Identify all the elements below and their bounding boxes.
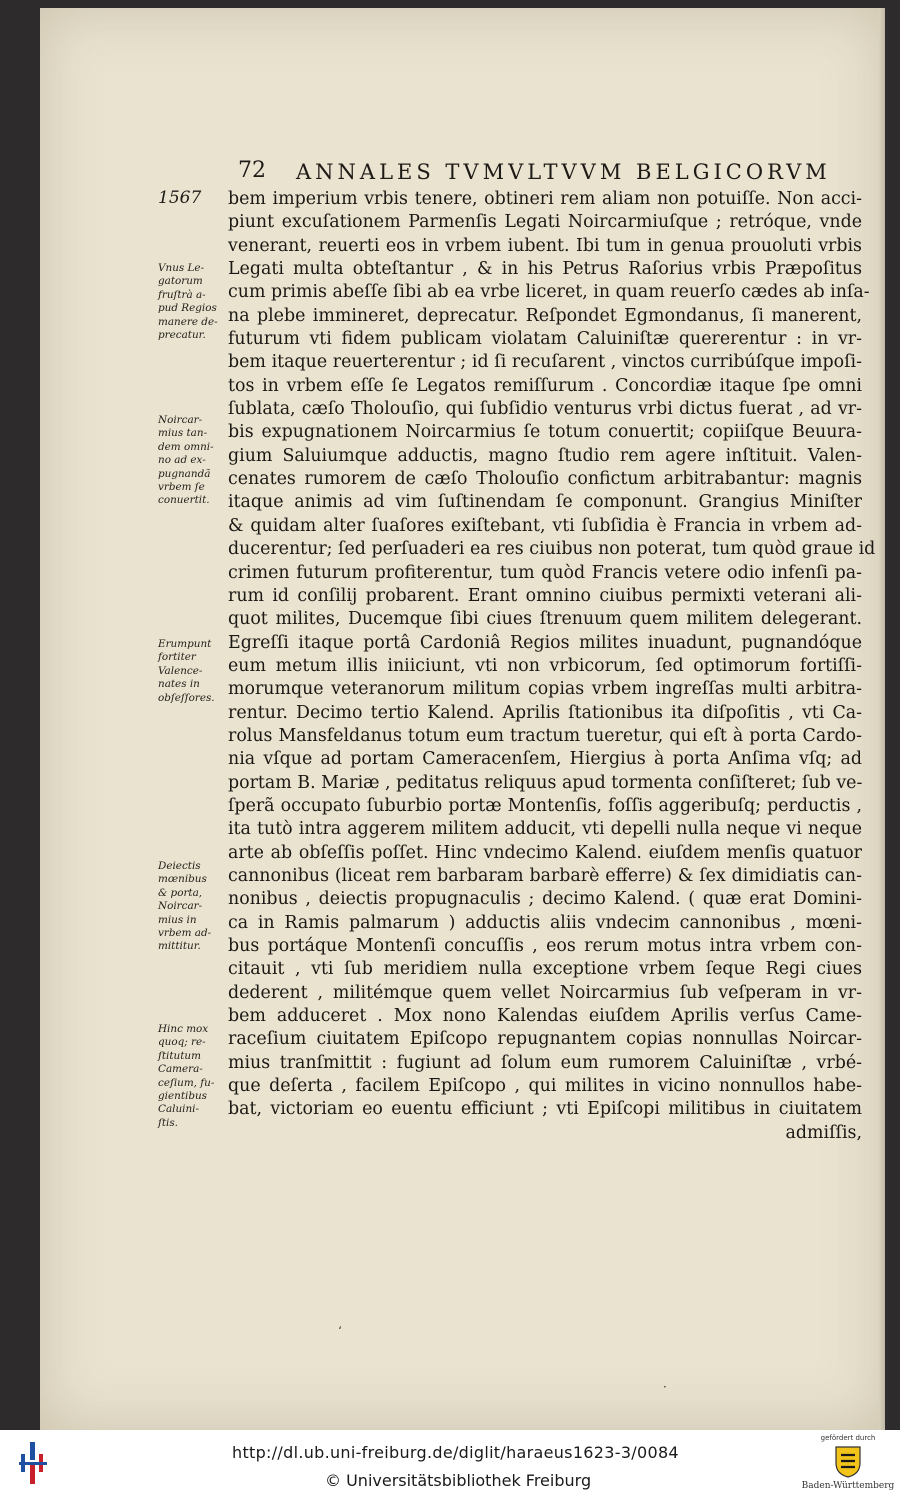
sponsor-label: gefördert durch [820, 1434, 876, 1442]
body-text [228, 188, 876, 1145]
text-line: ita tutò intra aggerem militem adducit, vti depelli nulla neque vi neque [228, 819, 862, 840]
text-line: cum primis abeſſe ſibi ab ea vrbe liceret, in quam reuerſo cædes ab inſa- [228, 282, 870, 303]
marginal-note-line: ſtitutum [158, 1049, 201, 1062]
marginal-note-line: pud Regios [158, 302, 217, 315]
marginal-note-line: Caluini- [158, 1103, 200, 1116]
viewer-footer [0, 1430, 900, 1496]
text-line: portam B. Mariæ , peditatus reliquus apud tormenta conſiſteret; ſub ve- [228, 772, 863, 793]
marginal-note-line: mius tan- [158, 427, 208, 440]
text-line: venerant, reuerti eos in vrbem iubent. Ibi tum in genua prouoluti vrbis [228, 235, 862, 256]
marginal-note-line: Vnus Le- [158, 262, 205, 274]
marginal-note-line: manere de- [158, 315, 218, 328]
marginal-note-line: vrbem ad- [158, 927, 212, 940]
marginal-note-line: nates in [158, 678, 200, 691]
marginal-note-line: Camera- [158, 1063, 203, 1076]
text-line: futurum vti fidem publicam violatam Caluiniſtæ quererentur : in vr- [228, 329, 862, 350]
text-line: mius tranſmittit : fugiunt ad ſolum eum rumorem Caluiniſtæ , vrbé- [228, 1052, 862, 1073]
marginal-note-line: precatur. [158, 329, 206, 342]
text-line: admiſſis, [785, 1122, 862, 1143]
marginal-note-line: Erumpunt [158, 638, 212, 650]
text-line: rentur. Decimo tertio Kalend. Aprilis ſtationibus ita diſpoſitis , vti Ca- [228, 702, 862, 723]
text-line: nonibus , deiectis propugnaculis ; decimo Kalend. ( quæ erat Domini- [228, 889, 862, 910]
text-line: bat, victoriam eo euentu efficiunt ; vti Epiſcopi militibus in ciuitatem [228, 1099, 862, 1120]
text-line: itaque animis ad vim ſuſtinendam ſe componunt. Grangius Miniſter [228, 492, 862, 513]
marginal-note-line: Noircar- [158, 900, 203, 913]
text-line: bus portáque Montenſi concuſſis , eos rerum motus intra vrbem con- [228, 936, 862, 956]
marginal-note-line: Hinc mox [158, 1023, 209, 1035]
marginal-note-line: mœnibus [158, 873, 207, 886]
text-line: ca in Ramis palmarum ) adductis aliis vndecim cannonibus , mœni- [228, 912, 862, 933]
text-line: que deſerta , facilem Epiſcopo , qui milites in vicino nonnullos habe- [228, 1076, 862, 1097]
text-line: morumque veteranorum militum copias vrbem ingreſſas multi arbitra- [228, 679, 862, 700]
marginal-note-line: vrbem ſe [158, 481, 205, 494]
sponsor-name: Baden-Württemberg [801, 1481, 895, 1491]
text-line: tos in vrbem eſſe ſe Legatos remiſſurum . Concordiæ itaque ſpe omni [228, 375, 862, 396]
marginal-note [158, 262, 234, 342]
text-line: raceſium ciuitatem Epiſcopo repugnantem copias nonnullas Noircar- [228, 1029, 862, 1050]
text-line: Legati multa obteſtantur , & in his Petrus Raſorius vrbis Præpoſitus [228, 259, 862, 280]
marginal-note-line: no ad ex- [158, 454, 206, 467]
text-line: rolus Mansfeldanus totum eum tractum tueretur, qui eſt à porta Cardo- [228, 725, 862, 746]
text-line: rum id conſilij probarent. Erant omnino ciuibus permixti veterani ali- [228, 585, 862, 606]
marginal-note-line: ceſium, fu- [158, 1076, 215, 1089]
marginal-note-line: fortiter [158, 651, 196, 664]
marginal-note [158, 1023, 234, 1130]
text-line: piunt excuſationem Parmenſis Legati Noircarmiuſque ; retróque, vnde [228, 212, 862, 233]
text-line: & quidam alter ſuaſores exiſtebant, vti ſubſidia è Francia in vrbem ad- [228, 515, 862, 536]
marginal-note-line: mius in [158, 913, 197, 926]
text-line: nia vſque ad portam Cameracenſem, Hiergius à porta Anſima vſq; ad [228, 749, 862, 770]
text-line: ſperã occupato ſuburbio portæ Montenſis, foſſis aggeribuſq; perductis , [228, 795, 862, 816]
permalink-url[interactable]: http://dl.ub.uni-freiburg.de/diglit/haraeus1623-3/0084 [232, 1443, 679, 1462]
text-line: bis expugnationem Noircarmius ſe totum conuertit; copiiſque Beuura- [228, 422, 862, 443]
marginal-note [158, 860, 234, 954]
marginal-note-line: gatorum [158, 275, 203, 288]
text-line: dederent , militémque quem vellet Noircarmius ſub veſperam in vr- [228, 982, 862, 1003]
text-line: ſublata, cæſo Tholouſio, qui ſubſidio venturus vrbi dictus fuerat , ad vr- [228, 399, 862, 420]
marginal-note-line: conuertit. [158, 494, 210, 507]
marginal-note-line: Noircar- [158, 414, 203, 426]
text-line: eum metum illis iniiciunt, vti non vrbicorum, ſed optimorum fortiſſi- [228, 655, 862, 676]
text-line: Egreſſi itaque portâ Cardoniâ Regios milites inuadunt, pugnandóque [228, 632, 862, 653]
text-line: arte ab obſeſſis poſſet. Hinc vndecimo Kalend. eiuſdem menſis quatuor [228, 842, 862, 863]
text-line: ducerentur; ſed perſuaderi ea res ciuibus non poterat, tum quòd graue id [228, 539, 876, 560]
text-line: cenates rumorem de cæſo Tholouſio confictum arbitrabantur: magnis [228, 469, 862, 490]
ink-speck: · [663, 1380, 667, 1394]
marginal-note-line: pugnandã [158, 467, 211, 480]
text-line: citauit , vti ſub meridiem nulla exceptione vrbem ſeque Regi ciues [228, 959, 862, 980]
sponsor-badge [800, 1434, 896, 1494]
text-line: bem imperium vrbis tenere, obtineri rem aliam non potuiſſe. Non acci- [228, 189, 862, 209]
page-number: 72 [238, 158, 266, 183]
ink-speck: ‘ [338, 1324, 342, 1338]
book-page [40, 8, 885, 1430]
page-edge [879, 8, 885, 1430]
marginal-note-line: dem omni- [158, 440, 214, 453]
marginal-note-line: quoq; re- [158, 1036, 206, 1049]
marginal-note-line: & porta, [158, 886, 203, 899]
marginal-note-line: mittitur. [158, 940, 201, 953]
library-logo-icon[interactable] [18, 1440, 48, 1486]
marginal-note-line: obſeſſores. [158, 691, 215, 704]
page-header [238, 158, 878, 188]
marginal-note [158, 638, 234, 705]
text-line: gium Saluiumque adductis, magno ſtudio rem agere inſtituit. Valen- [228, 445, 862, 466]
text-line: bem itaque reuerterentur ; id ſi recuſarent , vinctos curribúſque impoſi- [228, 352, 862, 373]
marginal-note-line: Valence- [158, 664, 203, 677]
text-line: crimen futurum profiterentur, tum quòd Francis vetere odio infenſi pa- [228, 562, 862, 583]
text-line: bem adduceret . Mox nono Kalendas eiuſdem Aprilis verſus Came- [228, 1006, 862, 1027]
marginal-note-line: gientibus [158, 1090, 207, 1103]
marginal-note-line: ſtis. [158, 1116, 178, 1129]
marginal-note-line: fruſtrà a- [158, 288, 206, 301]
margin-year: 1567 [158, 188, 202, 208]
text-line: cannonibus (liceat rem barbaram barbarè efferre) & ſex dimidiatis can- [228, 865, 862, 886]
text-line: quot milites, Ducemque ſibi ciues ſtrenuum quem militem delegerant. [228, 609, 862, 630]
copyright-notice: © Universitätsbibliothek Freiburg [325, 1471, 592, 1490]
running-head: ANNALES TVMVLTVVM BELGICORVM [296, 160, 831, 184]
text-line: na plebe immineret, deprecatur. Reſpondet Egmondanus, ſi manerent, [228, 305, 862, 326]
marginal-note [158, 414, 234, 508]
marginal-note-line: Deiectis [158, 860, 201, 872]
state-crest-icon [834, 1445, 862, 1478]
